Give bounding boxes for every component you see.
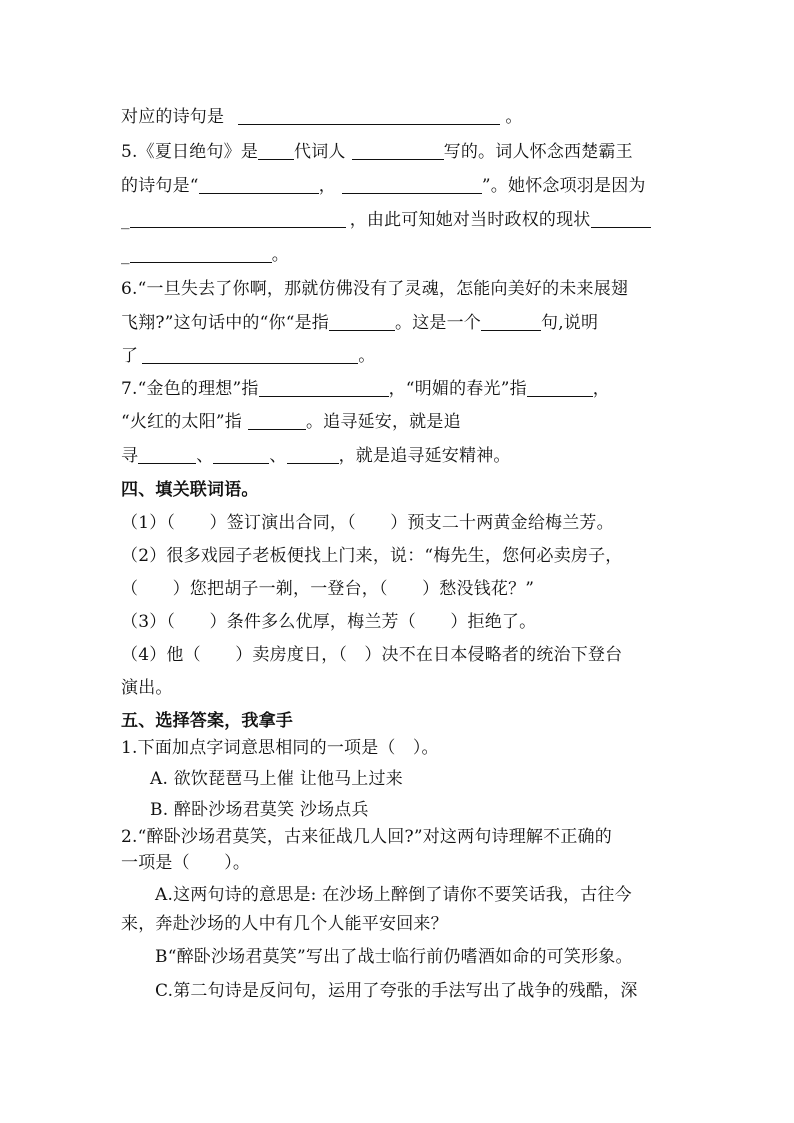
q5-text-d: 的诗句是“ [121, 176, 199, 196]
q7-spirit-blank-3[interactable] [287, 447, 339, 464]
q7-spirit-blank-1[interactable] [138, 447, 196, 464]
q7-line-1 [121, 378, 681, 400]
q7-text-b: ，“明媚的春光”指 [388, 379, 527, 399]
q5-text-c: 写的。词人怀念西楚霸王 [443, 142, 633, 162]
q5-status-blank-cont[interactable] [130, 246, 272, 263]
q5-period: 。 [271, 245, 289, 265]
q5-dash-b: _ [121, 245, 130, 265]
sec5-q2-option-c[interactable]: C.第二句诗是反问句，运用了夸张的手法写出了战争的残酷，深 [155, 981, 638, 1001]
q7-sun-blank[interactable] [248, 413, 306, 430]
sec4-item-4: （4）他（ ）卖房度日，（ ）决不在日本侵略者的统治下登台 [121, 645, 623, 665]
sec5-q2-option-a[interactable]: A.这两句诗的意思是: 在沙场上醉倒了请你不要笑话我，古往今 [155, 885, 632, 905]
q6-period: 。 [358, 346, 376, 366]
q5-line-1 [121, 141, 681, 163]
q7-spirit-blank-2[interactable] [213, 447, 269, 464]
q5-text-f: ，由此可知她对当时政权的现状 [349, 210, 591, 230]
sec4-item-3: （3）（ ）条件多么优厚，梅兰芳（ ）拒绝了。 [121, 612, 537, 632]
q4-answer-blank[interactable] [238, 108, 500, 125]
q6-line-3 [121, 345, 681, 367]
q7-text-a: 7.“金色的理想”指 [121, 379, 259, 399]
q5-status-blank[interactable] [591, 211, 651, 228]
q7-spring-blank[interactable] [527, 380, 593, 397]
sec4-item-1: （1）（ ）签订演出合同，（ ）预支二十两黄金给梅兰芳。 [121, 513, 614, 533]
q7-text-f: ，就是追寻延安精神。 [338, 446, 511, 466]
q5-poet-blank[interactable] [352, 143, 444, 160]
q4-prefix: 对应的诗句是 [121, 107, 225, 127]
q4-tail-line [121, 106, 681, 128]
sec5-q1-option-b[interactable]: B. 醉卧沙场君莫笑 沙场点兵 [150, 800, 369, 820]
q5-text-e: ”。她怀念项羽是因为 [481, 176, 646, 196]
q7-sep-1: 、 [196, 446, 214, 466]
sec5-q2-line-2: 一项是（ ）。 [121, 853, 251, 873]
q5-dynasty-blank[interactable] [258, 143, 294, 160]
q4-suffix: 。 [505, 107, 523, 127]
q6-you-blank[interactable] [329, 314, 395, 331]
q6-sentence-type-blank[interactable] [481, 314, 541, 331]
q5-line-3 [121, 209, 681, 231]
q6-text-a: 飞翔?”这句话中的“你“是指 [121, 313, 329, 333]
sec4-item-4-cont: 演出。 [121, 678, 173, 698]
q6-line-1: 6.“一旦失去了你啊，那就仿佛没有了灵魂，怎能向美好的未来展翅 [121, 279, 629, 299]
q7-comma: ， [592, 379, 610, 399]
sec5-q1: 1.下面加点字词意思相同的一项是（ ）。 [121, 738, 439, 758]
q6-text-b: 。这是一个 [395, 313, 481, 333]
q6-text-c: 句,说明 [541, 313, 599, 333]
q7-text-d: 。追寻延安，就是追 [305, 412, 461, 432]
q7-line-3 [121, 445, 681, 467]
q6-line-2 [121, 312, 681, 334]
sec5-q2-line-1: 2.“醉卧沙场君莫笑，古来征战几人回?”对这两句诗理解不正确的 [121, 827, 612, 847]
q5-text-b: 代词人 [294, 142, 346, 162]
sec5-q2-option-a-cont: 来，奔赴沙场的人中有几个人能平安回来？ [121, 914, 448, 934]
q7-ideal-blank[interactable] [259, 380, 389, 397]
sec4-item-2: （2）很多戏园子老板便找上门来，说：“梅先生，您何必卖房子， [121, 546, 623, 566]
q7-sep-2: 、 [269, 446, 287, 466]
q5-dash-a: _ [121, 210, 130, 230]
sec5-q2-option-b[interactable]: B“醉卧沙场君莫笑”写出了战士临行前仍嗜酒如命的可笑形象。 [155, 947, 633, 967]
q5-line-4 [121, 244, 681, 266]
q7-text-c: “火红的太阳”指 [121, 412, 242, 432]
q5-verse2-blank[interactable] [342, 177, 482, 194]
q5-line-2 [121, 175, 681, 197]
q5-verse1-blank[interactable] [199, 177, 319, 194]
q6-text-d: 了 [121, 346, 139, 366]
q7-line-2 [121, 411, 681, 433]
sec5-q1-option-a[interactable]: A. 欲饮琵琶马上催 让他马上过来 [150, 769, 403, 789]
section-4-title: 四、填关联词语。 [121, 480, 259, 500]
sec4-item-2-cont: （ ）您把胡子一剃，一登台，（ ）愁没钱花？” [121, 579, 535, 599]
q7-text-e: 寻 [121, 446, 139, 466]
q5-comma: ， [318, 176, 336, 196]
section-5-title: 五、选择答案，我拿手 [121, 711, 293, 731]
q5-reason-blank[interactable] [130, 211, 346, 228]
q5-text-a: 5.《夏日绝句》是 [121, 142, 259, 162]
q6-explain-blank[interactable] [142, 347, 358, 364]
